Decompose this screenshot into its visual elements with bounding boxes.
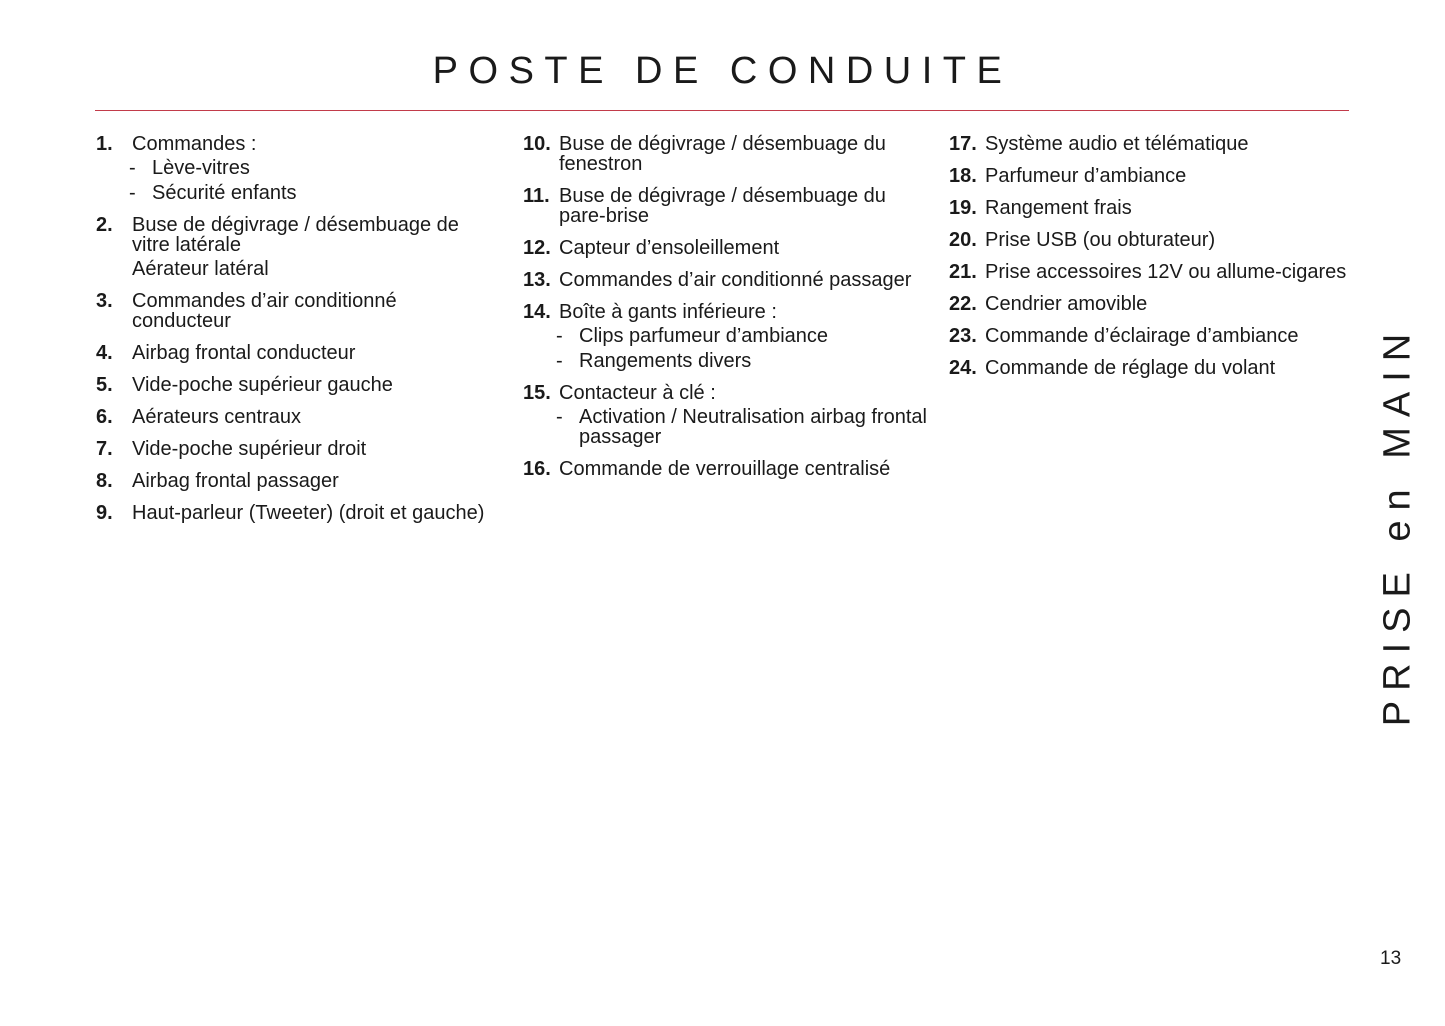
- legend-item-label: Prise USB (ou obturateur): [985, 229, 1216, 251]
- legend-item-label: Haut-parleur (Tweeter) (droit et gauche): [132, 502, 485, 524]
- legend-item: [523, 383, 933, 447]
- legend-item-label: Commande de verrouillage centralisé: [559, 458, 891, 480]
- legend-item-label: Commande de réglage du volant: [985, 357, 1276, 379]
- legend-item-number: 2.: [96, 214, 113, 236]
- legend-item: [96, 343, 496, 363]
- legend-item: [949, 166, 1359, 186]
- dash-bullet: -: [129, 157, 136, 179]
- legend-item-label: Système audio et télématique: [985, 133, 1249, 155]
- legend-item: [523, 186, 933, 226]
- legend-item-label: Commandes :: [132, 133, 257, 155]
- legend-item-number: 8.: [96, 470, 113, 492]
- legend-item-number: 1.: [96, 133, 113, 155]
- legend-item-label: Boîte à gants inférieure :: [559, 301, 777, 323]
- legend-sub-item-label: Clips parfumeur d’ambiance: [579, 325, 829, 347]
- legend-item: [949, 326, 1359, 346]
- legend-item: [96, 291, 496, 331]
- page-number: 13: [1380, 948, 1402, 969]
- legend-item-label: Airbag frontal passager: [132, 470, 339, 492]
- legend-item-number: 20.: [949, 229, 977, 251]
- legend-item-number: 4.: [96, 342, 113, 364]
- legend-sub-item-label: Rangements divers: [579, 350, 752, 372]
- legend-sub-list: [523, 407, 933, 447]
- legend-item-number: 14.: [523, 301, 551, 323]
- legend-item-number: 6.: [96, 406, 113, 428]
- legend-item: [949, 230, 1359, 250]
- legend-item: [949, 294, 1359, 314]
- legend-sub-item-label: Sécurité enfants: [152, 182, 297, 204]
- legend-sub-item-label: Lève-vitres: [152, 157, 250, 179]
- legend-item-label: Commandes d’air conditionné conducteur: [132, 290, 397, 332]
- legend-item: [96, 215, 496, 279]
- legend-column-2: [523, 134, 933, 491]
- legend-item: [96, 439, 496, 459]
- section-side-tab-label: PRISE en MAIN: [1376, 323, 1419, 727]
- section-side-tab: [1368, 300, 1428, 750]
- legend-item: [96, 375, 496, 395]
- legend-sub-list: [523, 326, 933, 371]
- dash-bullet: -: [556, 406, 563, 428]
- legend-item-number: 3.: [96, 290, 113, 312]
- legend-item-number: 19.: [949, 197, 977, 219]
- legend-item: [523, 134, 933, 174]
- legend-sub-item-label: Activation / Neutralisation airbag frontal passager: [579, 406, 927, 448]
- legend-item-label: Airbag frontal conducteur: [132, 342, 356, 364]
- legend-item-number: 16.: [523, 458, 551, 480]
- legend-sub-item: [96, 183, 496, 203]
- legend-item: [949, 262, 1359, 282]
- legend-item-number: 12.: [523, 237, 551, 259]
- legend-item-label: Vide-poche supérieur gauche: [132, 374, 393, 396]
- legend-item-label: Buse de dégivrage / désembuage du pare-brise: [559, 185, 886, 227]
- legend-sub-item: [96, 158, 496, 178]
- legend-item: [96, 503, 496, 523]
- legend-item-label: Buse de dégivrage / désembuage de vitre latérale: [132, 214, 459, 256]
- legend-item: [949, 134, 1359, 154]
- legend-item-number: 13.: [523, 269, 551, 291]
- page-title: POSTE DE CONDUITE: [432, 50, 1013, 92]
- legend-sub-list: [96, 158, 496, 203]
- legend-item-label: Vide-poche supérieur droit: [132, 438, 367, 460]
- legend-item: [523, 459, 933, 479]
- legend-item-number: 15.: [523, 382, 551, 404]
- legend-item: [523, 270, 933, 290]
- legend-item-number: 22.: [949, 293, 977, 315]
- legend-item-label: Contacteur à clé :: [559, 382, 716, 404]
- legend-item-label: Commandes d’air conditionné passager: [559, 269, 912, 291]
- dash-bullet: -: [129, 182, 136, 204]
- legend-item: [523, 302, 933, 371]
- legend-column-3: [949, 134, 1359, 390]
- legend-item: [949, 198, 1359, 218]
- legend-item-number: 18.: [949, 165, 977, 187]
- legend-item-number: 9.: [96, 502, 113, 524]
- legend-item-number: 5.: [96, 374, 113, 396]
- legend-item-label: Parfumeur d’ambiance: [985, 165, 1187, 187]
- legend-item-label: Prise accessoires 12V ou allume-cigares: [985, 261, 1347, 283]
- legend-sub-item: [523, 351, 933, 371]
- legend-item: [523, 238, 933, 258]
- legend-item: [96, 407, 496, 427]
- legend-item-number: 11.: [523, 185, 550, 207]
- legend-item-label: Buse de dégivrage / désembuage du fenestron: [559, 133, 886, 175]
- legend-item-extra: Aérateur latéral: [132, 258, 269, 280]
- legend-item-label: Capteur d’ensoleillement: [559, 237, 780, 259]
- legend-item-number: 24.: [949, 357, 977, 379]
- legend-item-number: 17.: [949, 133, 977, 155]
- legend-item: [96, 134, 496, 203]
- legend-item-number: 23.: [949, 325, 977, 347]
- legend-item-label: Cendrier amovible: [985, 293, 1148, 315]
- dash-bullet: -: [556, 325, 563, 347]
- legend-item-label: Commande d’éclairage d’ambiance: [985, 325, 1299, 347]
- legend-item-label: Aérateurs centraux: [132, 406, 301, 428]
- dash-bullet: -: [556, 350, 563, 372]
- legend-sub-item: [523, 326, 933, 346]
- legend-item-number: 21.: [949, 261, 977, 283]
- legend-item-number: 7.: [96, 438, 113, 460]
- legend-item-label: Rangement frais: [985, 197, 1132, 219]
- legend-item: [949, 358, 1359, 378]
- title-divider: [95, 110, 1349, 111]
- legend-item: [96, 471, 496, 491]
- legend-sub-item: [523, 407, 933, 447]
- legend-column-1: [96, 134, 496, 535]
- legend-item-number: 10.: [523, 133, 551, 155]
